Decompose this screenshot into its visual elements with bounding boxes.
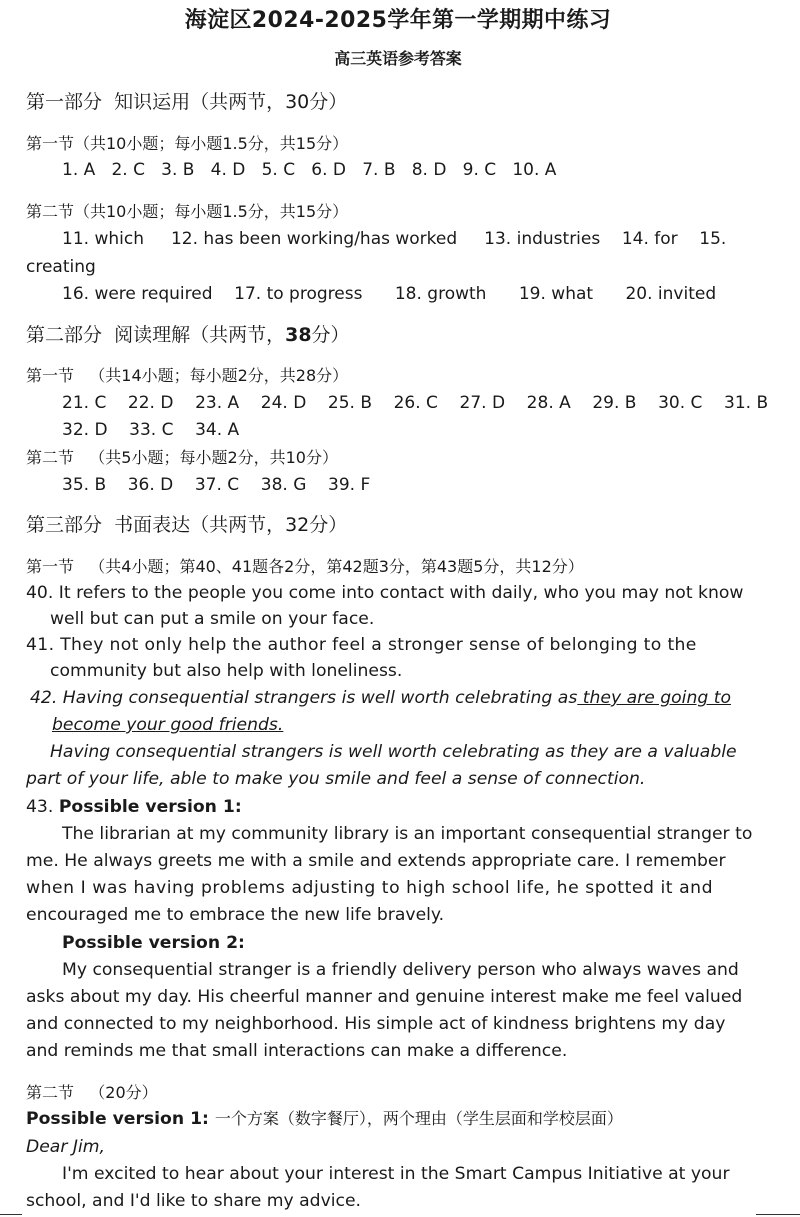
part1-sec2-line2: creating — [26, 257, 96, 277]
part1-sec2-heading: 第二节（共10小题；每小题1.5分，共15分） — [26, 202, 349, 221]
q41-line1: 41. They not only help the author feel a stronger sense of belonging to the — [26, 635, 697, 655]
part2-sec2-line1: 35. B 36. D 37. C 38. G 39. F — [62, 475, 371, 495]
page-subtitle: 高三英语参考答案 — [334, 49, 462, 68]
v2-line2: asks about my day. His cheerful manner and genuine interest make me feel valued — [26, 987, 743, 1007]
part3-sec2-heading: 第二节 （20分） — [26, 1083, 158, 1102]
bottom-rule-right — [756, 1214, 800, 1215]
v1-line3: when I was having problems adjusting to high school life, he spotted it and — [26, 878, 714, 898]
q42-line2: become your good friends. — [52, 715, 284, 735]
v1-line2: me. He always greets me with a smile and extends appropriate care. I remember — [26, 851, 726, 871]
part2-sec2-heading: 第二节 （共5小题；每小题2分，共10分） — [26, 448, 338, 467]
q43-number: 43. — [26, 797, 59, 817]
part2-heading-num: 38 — [285, 324, 312, 346]
part1-heading: 第一部分 知识运用（共两节，30分） — [26, 91, 348, 113]
letter-line1: I'm excited to hear about your interest in the Smart Campus Initiative at your — [62, 1164, 730, 1184]
sec2-version1-note: 一个方案（数字餐厅），两个理由（学生层面和学校层面） — [214, 1109, 623, 1128]
q42-alt-line2: part of your life, able to make you smile and feel a sense of connection. — [26, 769, 646, 789]
v2-line3: and connected to my neighborhood. His simple act of kindness brightens my day — [26, 1014, 726, 1034]
q43-version1-label: Possible version 1: — [58, 797, 242, 817]
part3-sec1-heading: 第一节 （共4小题；第40、41题各2分，第42题3分，第43题5分，共12分） — [26, 557, 584, 576]
bottom-rule-left — [0, 1214, 22, 1215]
q42-line1-text: 42. Having consequential strangers is well worth celebrating as — [30, 688, 578, 708]
q41-line2: community but also help with loneliness. — [50, 661, 403, 681]
q40-line2: well but can put a smile on your face. — [50, 609, 375, 629]
part1-sec1-heading: 第一节（共10小题；每小题1.5分，共15分） — [26, 134, 349, 153]
letter-line2: school, and I'd like to share my advice. — [26, 1191, 362, 1211]
part2-heading-pre: 第二部分 阅读理解（共两节， — [26, 324, 286, 346]
part2-sec1-heading: 第一节 （共14小题；每小题2分，共28分） — [26, 366, 349, 385]
v1-line4: encouraged me to embrace the new life bravely. — [26, 905, 445, 925]
q43-heading — [26, 798, 242, 818]
part2-sec1-line1: 21. C 22. D 23. A 24. D 25. B 26. C 27. D 28. A 29. B 30. C 31. B — [62, 393, 769, 413]
q42-alt-line1: Having consequential strangers is well worth celebrating as they are a valuable — [50, 742, 737, 762]
part2-heading — [26, 325, 350, 347]
q42-line1-underlined: they are going to — [577, 688, 731, 708]
part2-sec1-line2: 32. D 33. C 34. A — [62, 420, 240, 440]
letter-salutation: Dear Jim, — [26, 1137, 105, 1157]
sec2-version1-label: Possible version 1: — [26, 1109, 215, 1129]
part1-sec1-answers: 1. A 2. C 3. B 4. D 5. C 6. D 7. B 8. D 9. C 10. A — [62, 160, 557, 180]
v2-line1: My consequential stranger is a friendly delivery person who always waves and — [62, 960, 739, 980]
q40-line1: 40. It refers to the people you come into contact with daily, who you may not know — [26, 583, 744, 603]
v2-line4: and reminds me that small interactions can make a difference. — [26, 1041, 568, 1061]
part3-sec2-version1 — [26, 1110, 623, 1130]
part1-sec2-line3: 16. were required 17. to progress 18. growth 19. what 20. invited — [62, 284, 717, 304]
q42-line1 — [30, 689, 731, 709]
part2-heading-post: 分） — [311, 324, 350, 346]
q43-version2-label: Possible version 2: — [62, 933, 245, 953]
v1-line1: The librarian at my community library is an important consequential stranger to — [62, 824, 753, 844]
page-title: 海淀区2024-2025学年第一学期期中练习 — [184, 8, 612, 33]
part1-sec2-line1: 11. which 12. has been working/has worked 13. industries 14. for 15. — [62, 229, 727, 249]
part3-heading: 第三部分 书面表达（共两节，32分） — [26, 514, 348, 536]
